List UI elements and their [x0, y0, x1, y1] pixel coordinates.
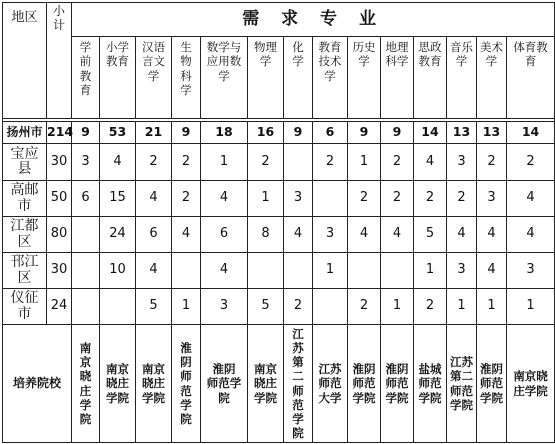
- subject-header: 历史 学: [348, 37, 381, 119]
- value-cell: 18: [201, 122, 248, 144]
- value-cell: 2: [172, 144, 201, 181]
- value-cell: 6: [136, 217, 172, 253]
- value-cell: 2: [381, 181, 414, 217]
- subtotal-cell: 30: [47, 144, 72, 181]
- value-cell: 2: [348, 289, 381, 325]
- value-cell: [100, 289, 136, 325]
- table-row: [3, 122, 555, 144]
- value-cell: 1: [248, 181, 284, 217]
- table-row: [3, 289, 555, 325]
- school-cell: 南京晓 庄学院: [507, 325, 555, 443]
- table-row: [3, 253, 555, 289]
- school-cell: 淮阴 师范学 院: [201, 325, 248, 443]
- value-cell: 10: [100, 253, 136, 289]
- value-cell: 13: [477, 122, 507, 144]
- value-cell: [381, 253, 414, 289]
- school-cell: 江苏 师范 大学: [313, 325, 348, 443]
- region-cell: 邗江 区: [3, 253, 47, 289]
- value-cell: 4: [507, 217, 555, 253]
- subject-header: 小学 教育: [100, 37, 136, 119]
- value-cell: 4: [100, 144, 136, 181]
- value-cell: 2: [447, 181, 477, 217]
- table-row: [3, 181, 555, 217]
- value-cell: 1: [414, 253, 447, 289]
- value-cell: 5: [136, 289, 172, 325]
- value-cell: 53: [100, 122, 136, 144]
- value-cell: 4: [136, 253, 172, 289]
- value-cell: 2: [348, 181, 381, 217]
- value-cell: 16: [248, 122, 284, 144]
- region-cell: 宝应 县: [3, 144, 47, 181]
- value-cell: [72, 217, 100, 253]
- school-cell: 南京 晓庄 学院: [248, 325, 284, 443]
- subject-header: 地理 科学: [381, 37, 414, 119]
- value-cell: 3: [72, 144, 100, 181]
- subtotal-cell: 24: [47, 289, 72, 325]
- value-cell: 14: [507, 122, 555, 144]
- school-cell: 江 苏 第 二 师 范 学 院: [284, 325, 313, 443]
- value-cell: 4: [414, 144, 447, 181]
- value-cell: 6: [72, 181, 100, 217]
- value-cell: 9: [284, 122, 313, 144]
- school-cell: 南京 晓庄 学院: [100, 325, 136, 443]
- value-cell: 4: [136, 181, 172, 217]
- value-cell: 5: [248, 289, 284, 325]
- value-cell: [72, 289, 100, 325]
- value-cell: [348, 253, 381, 289]
- value-cell: 6: [313, 122, 348, 144]
- school-label: 培养院校: [3, 325, 72, 443]
- value-cell: [284, 253, 313, 289]
- value-cell: 3: [201, 289, 248, 325]
- value-cell: 8: [248, 217, 284, 253]
- school-cell: 淮阴 师范 学院: [348, 325, 381, 443]
- value-cell: [72, 253, 100, 289]
- value-cell: 1: [477, 289, 507, 325]
- value-cell: 1: [381, 289, 414, 325]
- value-cell: 9: [172, 122, 201, 144]
- subject-header: 物理 学: [248, 37, 284, 119]
- value-cell: 1: [348, 144, 381, 181]
- subject-header: 化 学: [284, 37, 313, 119]
- school-cell: 淮阴 师范 学院: [381, 325, 414, 443]
- value-cell: 3: [284, 181, 313, 217]
- subject-header: 音乐 学: [447, 37, 477, 119]
- value-cell: 2: [414, 289, 447, 325]
- value-cell: 5: [414, 217, 447, 253]
- value-cell: 2: [477, 144, 507, 181]
- value-cell: 2: [248, 144, 284, 181]
- value-cell: 2: [414, 181, 447, 217]
- value-cell: 4: [172, 217, 201, 253]
- value-cell: 2: [172, 181, 201, 217]
- value-cell: [172, 253, 201, 289]
- value-cell: 1: [201, 144, 248, 181]
- region-cell: 高邮 市: [3, 181, 47, 217]
- value-cell: 1: [172, 289, 201, 325]
- value-cell: 15: [100, 181, 136, 217]
- value-cell: [284, 144, 313, 181]
- school-cell: 淮阴 师范 学院: [477, 325, 507, 443]
- value-cell: 3: [447, 144, 477, 181]
- subtotal-cell: 50: [47, 181, 72, 217]
- region-cell: 江都 区: [3, 217, 47, 253]
- school-cell: 江苏 第二 师范 学院: [447, 325, 477, 443]
- value-cell: 4: [507, 181, 555, 217]
- subject-header: 学 前 教 育: [72, 37, 100, 119]
- value-cell: 4: [477, 217, 507, 253]
- value-cell: 3: [477, 181, 507, 217]
- value-cell: 1: [313, 253, 348, 289]
- value-cell: [313, 181, 348, 217]
- value-cell: 4: [284, 217, 313, 253]
- value-cell: 3: [507, 253, 555, 289]
- subject-header: 汉语 言文 学: [136, 37, 172, 119]
- table-row: [3, 217, 555, 253]
- value-cell: 6: [201, 217, 248, 253]
- value-cell: 4: [477, 253, 507, 289]
- subject-header: 美术 学: [477, 37, 507, 119]
- value-cell: 4: [447, 217, 477, 253]
- value-cell: 4: [381, 217, 414, 253]
- subject-header: 体育教 育: [507, 37, 555, 119]
- value-cell: 4: [201, 253, 248, 289]
- school-cell: 南 京 晓 庄 学 院: [72, 325, 100, 443]
- school-cell: 南京 晓庄 学院: [136, 325, 172, 443]
- value-cell: 2: [136, 144, 172, 181]
- value-cell: 2: [313, 144, 348, 181]
- value-cell: [313, 289, 348, 325]
- value-cell: 3: [313, 217, 348, 253]
- value-cell: 24: [100, 217, 136, 253]
- subtotal-cell: 80: [47, 217, 72, 253]
- subject-header: 数学与 应用数 学: [201, 37, 248, 119]
- subject-header: 教育 技术 学: [313, 37, 348, 119]
- value-cell: 3: [447, 253, 477, 289]
- subject-header: 思政 教育: [414, 37, 447, 119]
- value-cell: 9: [348, 122, 381, 144]
- school-cell: 淮 阴 师 范 学 院: [172, 325, 201, 443]
- value-cell: 4: [201, 181, 248, 217]
- value-cell: [248, 253, 284, 289]
- value-cell: 1: [447, 289, 477, 325]
- region-header: 地区: [3, 3, 47, 119]
- value-cell: 9: [381, 122, 414, 144]
- table-row: [3, 144, 555, 181]
- region-cell: 仪征 市: [3, 289, 47, 325]
- subtotal-cell: 214: [47, 122, 72, 144]
- subtotal-cell: 30: [47, 253, 72, 289]
- value-cell: 1: [507, 289, 555, 325]
- value-cell: 14: [414, 122, 447, 144]
- school-cell: 盐城 师范 学院: [414, 325, 447, 443]
- region-cell: 扬州市: [3, 122, 47, 144]
- page-title: 需 求 专 业: [72, 3, 555, 37]
- value-cell: 2: [507, 144, 555, 181]
- teacher-demand-table: [2, 2, 555, 443]
- subject-header: 生 物 科 学: [172, 37, 201, 119]
- subtotal-header: 小 计: [47, 3, 72, 119]
- value-cell: 21: [136, 122, 172, 144]
- value-cell: 2: [284, 289, 313, 325]
- value-cell: 2: [381, 144, 414, 181]
- value-cell: 9: [72, 122, 100, 144]
- value-cell: 13: [447, 122, 477, 144]
- value-cell: 4: [348, 217, 381, 253]
